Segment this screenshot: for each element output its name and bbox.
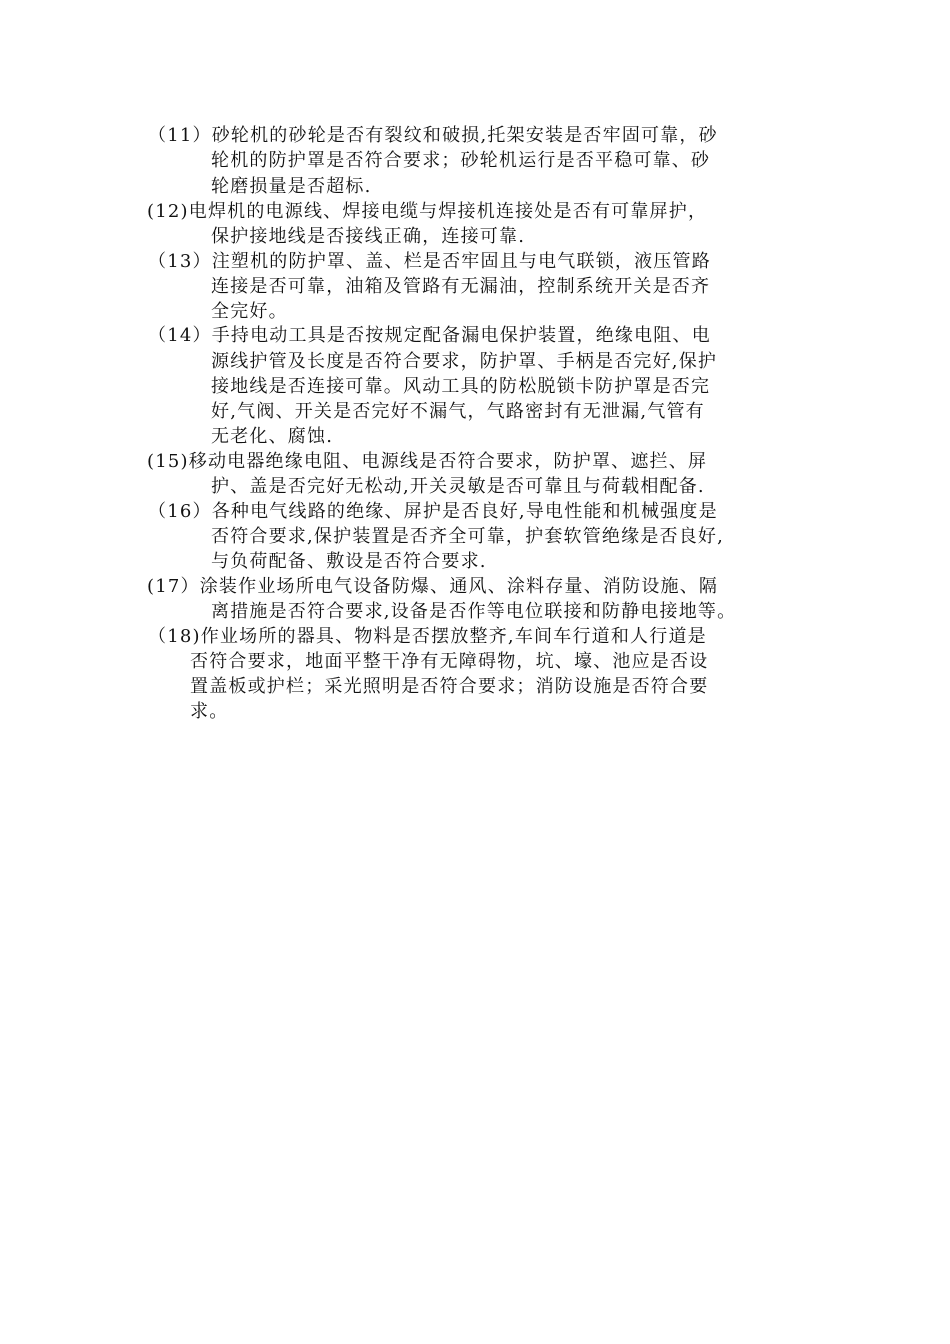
text-line: 轮磨损量是否超标. <box>211 176 372 197</box>
text-line: 求。 <box>190 701 229 722</box>
text-line: 好,气阀、开关是否完好不漏气，气路密封有无泄漏,气管有 <box>211 401 705 422</box>
text-line: 源线护管及长度是否符合要求，防护罩、手柄是否完好,保护 <box>211 351 718 372</box>
text-line: 保护接地线是否接线正确，连接可靠. <box>211 226 526 247</box>
text-line: (15)移动电器绝缘电阻、电源线是否符合要求，防护罩、遮拦、屏 <box>147 451 708 472</box>
text-line: （14）手持电动工具是否按规定配备漏电保护装置，绝缘电阻、电 <box>148 325 711 346</box>
text-line: 连接是否可靠，油箱及管路有无漏油，控制系统开关是否齐 <box>211 276 711 297</box>
text-line: （11）砂轮机的砂轮是否有裂纹和破损,托架安装是否牢固可靠，砂 <box>148 125 718 146</box>
text-line: 置盖板或护栏；采光照明是否符合要求；消防设施是否符合要 <box>190 676 709 697</box>
text-line: 护、盖是否完好无松动,开关灵敏是否可靠且与荷载相配备. <box>211 476 705 497</box>
text-line: 接地线是否连接可靠。风动工具的防松脱锁卡防护罩是否完 <box>211 376 711 397</box>
text-line: 全完好。 <box>211 301 288 322</box>
text-line: （18)作业场所的器具、物料是否摆放整齐,车间车行道和人行道是 <box>148 626 707 647</box>
text-line: 与负荷配备、敷设是否符合要求. <box>211 551 487 572</box>
text-line: （16）各种电气线路的绝缘、屏护是否良好,导电性能和机械强度是 <box>148 501 718 522</box>
text-line: (12)电焊机的电源线、焊接电缆与焊接机连接处是否有可靠屏护， <box>147 201 708 222</box>
text-line: （13）注塑机的防护罩、盖、栏是否牢固且与电气联锁，液压管路 <box>148 251 711 272</box>
text-line: 轮机的防护罩是否符合要求；砂轮机运行是否平稳可靠、砂 <box>211 150 711 171</box>
text-line: 无老化、腐蚀. <box>211 426 334 447</box>
text-line: (17）涂装作业场所电气设备防爆、通风、涂料存量、消防设施、隔 <box>147 576 719 597</box>
text-line: 离措施是否符合要求,设备是否作等电位联接和防静电接地等。 <box>211 601 737 622</box>
text-line: 否符合要求,保护装置是否齐全可靠，护套软管绝缘是否良好, <box>211 526 725 547</box>
text-line: 否符合要求，地面平整干净有无障碍物，坑、壕、池应是否设 <box>190 651 709 672</box>
